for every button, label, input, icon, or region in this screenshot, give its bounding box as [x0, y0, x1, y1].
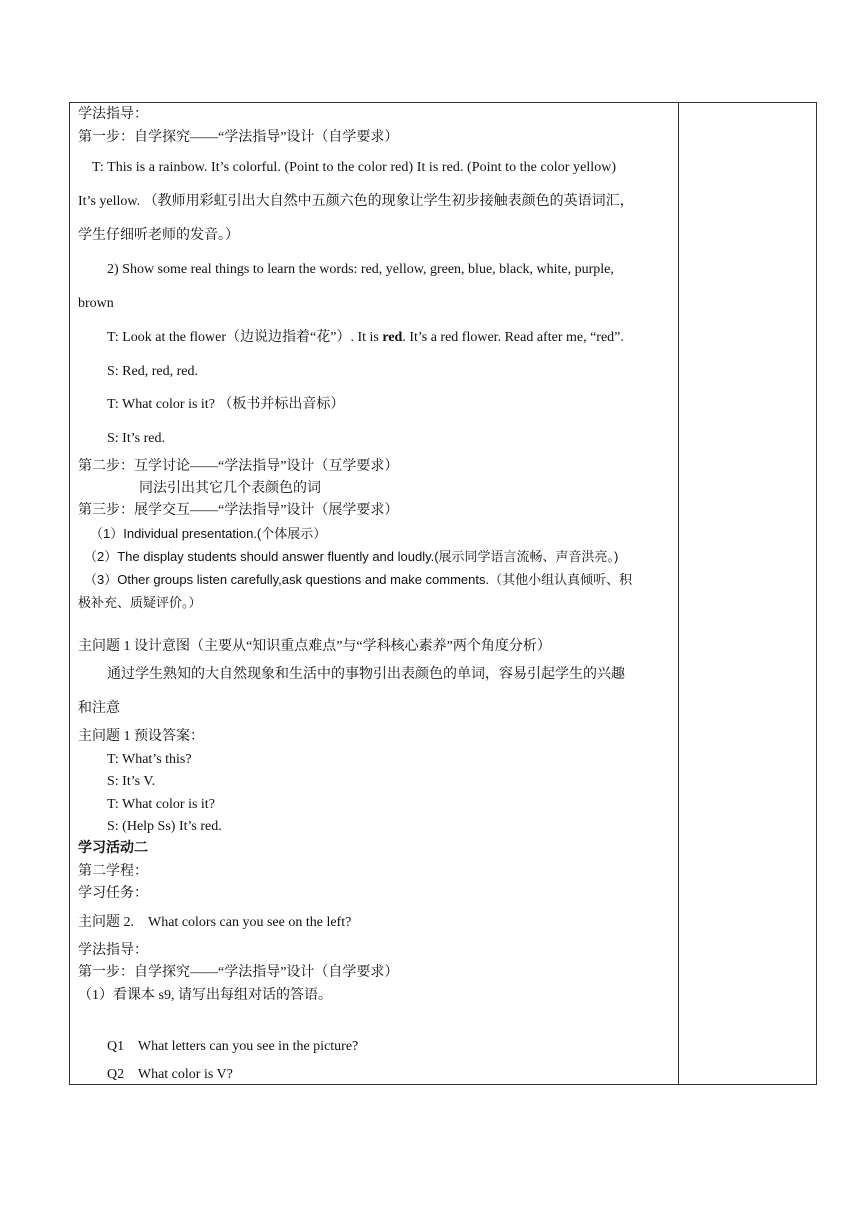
text-line: （3）Other groups listen carefully,ask questions and make comments.（其他小组认真倾听、积	[84, 572, 633, 587]
text-line: 第一步：自学探究——“学法指导”设计（自学要求）	[78, 130, 399, 145]
text-line	[107, 329, 624, 347]
text-line: 通过学生熟知的大自然现象和生活中的事物引出表颜色的单词，容易引起学生的兴趣	[107, 667, 625, 682]
text-line: It’s yellow. （教师用彩虹引出大自然中五颜六色的现象让学生初步接触表颜色的英语词汇，	[78, 194, 634, 209]
text-line: 第二学程：	[78, 864, 148, 879]
text-line: （1）Individual presentation.(个体展示）	[90, 526, 327, 541]
text-line: S: (Help Ss) It’s red.	[107, 819, 222, 834]
text-line: 第二步：互学讨论——“学法指导”设计（互学要求）	[78, 459, 399, 474]
text-line: S: It’s V.	[107, 774, 156, 789]
text-line: 2) Show some real things to learn the words: red, yellow, green, blue, black, white, purple,	[107, 262, 614, 277]
text-line: Q2 What color is V?	[107, 1067, 233, 1082]
text-line: T: What color is it?	[107, 797, 215, 812]
text-line: （1）看课本 s9, 请写出每组对话的答语。	[78, 988, 332, 1003]
text-line: 和注意	[78, 701, 120, 716]
bold-word-red: red	[382, 330, 403, 345]
text-line: 主问题 2. What colors can you see on the left?	[78, 915, 352, 930]
lesson-plan-table	[69, 102, 817, 1085]
text-line: 主问题 1 预设答案：	[78, 729, 204, 744]
text-span: . It’s a red flower. Read after me, “red”.	[402, 330, 624, 345]
text-line: 学法指导：	[78, 943, 148, 958]
text-line: 第三步：展学交互——“学法指导”设计（展学要求）	[78, 503, 399, 518]
text-line: T: This is a rainbow. It’s colorful. (Point to the color red) It is red. (Point to the color yellow)	[92, 160, 617, 175]
text-line: 学法指导：	[78, 107, 148, 122]
text-line: 第一步：自学探究——“学法指导”设计（自学要求）	[78, 965, 399, 980]
text-line: S: Red, red, red.	[107, 364, 198, 379]
text-line: （2）The display students should answer fluently and loudly.(展示同学语言流畅、声音洪亮。)	[84, 549, 619, 564]
column-divider	[678, 103, 679, 1084]
text-line: 学习任务：	[78, 886, 148, 901]
section-heading: 学习活动二	[78, 841, 148, 856]
text-line: 同法引出其它几个表颜色的词	[139, 481, 321, 496]
text-line: T: What’s this?	[107, 752, 192, 767]
text-line: brown	[78, 296, 114, 311]
text-line: 主问题 1 设计意图（主要从“知识重点难点”与“学科核心素养”两个角度分析）	[78, 639, 551, 654]
text-line: T: What color is it? （板书并标出音标）	[107, 397, 345, 412]
text-line: Q1 What letters can you see in the picture?	[107, 1039, 359, 1054]
text-span: T: Look at the flower（边说边指着“花”）. It is	[107, 330, 383, 345]
text-line: S: It’s red.	[107, 431, 165, 446]
text-line: 学生仔细听老师的发音。）	[78, 228, 239, 243]
text-line: 极补充、质疑评价。）	[78, 595, 202, 610]
